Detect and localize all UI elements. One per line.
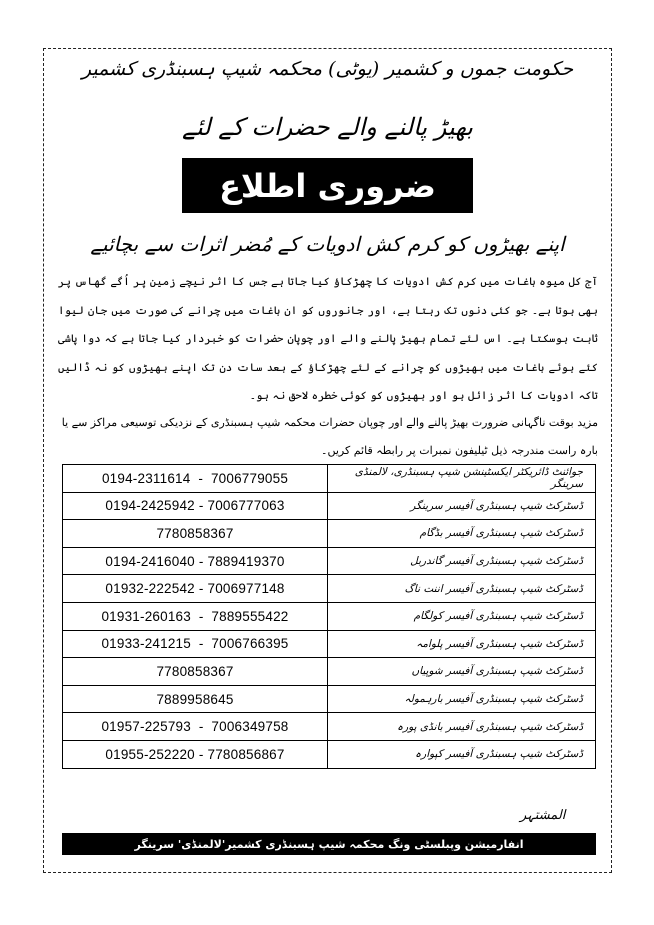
- office-name: ڈسٹرکٹ شیپ ہسبنڈری آفیسر بڈگام: [328, 520, 596, 548]
- phone-numbers: 01933-241215 - 7006766395: [63, 630, 328, 658]
- advertiser-label: المشتہر: [520, 808, 566, 823]
- contacts-table: [62, 464, 596, 769]
- table-row: [63, 713, 596, 741]
- phone-numbers: 0194-2311614 - 7006779055: [63, 465, 328, 493]
- phone-numbers: 01957-225793 - 7006349758: [63, 713, 328, 741]
- phone-numbers: 0194-2416040 - 7889419370: [63, 547, 328, 575]
- table-row: [63, 575, 596, 603]
- office-name: جوائنٹ ڈائریکٹر ایکسٹینشن شیپ ہسبنڈری، لالمنڈی سرینگر: [328, 465, 596, 493]
- office-name: ڈسٹرکٹ شیپ ہسبنڈری آفیسر بانڈی پورہ: [328, 713, 596, 741]
- office-name: ڈسٹرکٹ شیپ ہسبنڈری آفیسر کولگام: [328, 602, 596, 630]
- phone-numbers: 0194-2425942 - 7006777063: [63, 492, 328, 520]
- table-row: [63, 602, 596, 630]
- body-paragraph-1: آج کل میوہ باغات میں کرم کش ادویات کا چھڑکاؤ کیا جاتا ہے جس کا اثر نیچے زمین پر اُگے گھاس پر بھی ہوتا ہے۔ جو کئی دنوں تک رہتا ہے، اور جانوروں کو ان باغات میں چرانے کی صورت میں جان لیوا ثابت ہوسکتا ہے۔ اس لئے تمام بھیڑ پالنے والے اور چوپان حضرات کو خبردار کیا جاتا ہے کہ دوا پاشی کئے ہوئے باغات میں بھیڑوں کو چرانے کے لئے چھڑکاؤ کے بعد سات دن تک اپنے بھیڑوں کو نہ ڈالیں تاکہ ادویات کا اثر زائل ہو اور بھیڑوں کو کوئی خطرہ لاحق نہ ہو۔: [58, 275, 598, 402]
- table-row: [63, 520, 596, 548]
- office-name: ڈسٹرکٹ شیپ ہسبنڈری آفیسر کپوارہ: [328, 740, 596, 768]
- office-name: ڈسٹرکٹ شیپ ہسبنڈری آفیسر اننت ناگ: [328, 575, 596, 603]
- table-row: [63, 630, 596, 658]
- office-name: ڈسٹرکٹ شیپ ہسبنڈری آفیسر پلوامہ: [328, 630, 596, 658]
- subheading: اپنے بھیڑوں کو کرم کش ادویات کے مُضر اثرات سے بچائیے: [90, 232, 565, 256]
- government-header: حکومت جموں و کشمیر (یوٹی) محکمہ شیپ ہسبنڈری کشمیر: [81, 58, 574, 80]
- body-paragraph-2: مزید بوقت ناگہانی ضرورت بھیڑ پالنے والے اور چوپان حضرات محکمہ شیپ ہسبنڈری کے نزدیکی توسیعی مراکز سے یا بارہ راست مندرجہ ذیل ٹیلیفون نمبرات پر رابطہ قائم کریں۔: [61, 416, 598, 457]
- table-row: [63, 465, 596, 493]
- phone-numbers: 7780858367: [63, 520, 328, 548]
- phone-numbers: 01955-252220 - 7780856867: [63, 740, 328, 768]
- phone-numbers: 01931-260163 - 7889555422: [63, 602, 328, 630]
- office-name: ڈسٹرکٹ شیپ ہسبنڈری آفیسر بارہمولہ: [328, 685, 596, 713]
- table-row: [63, 740, 596, 768]
- audience-header: بھیڑ پالنے والے حضرات کے لئے: [182, 113, 473, 141]
- table-row: [63, 547, 596, 575]
- banner-title: ضروری اطلاع: [219, 166, 436, 205]
- phone-numbers: 7780858367: [63, 658, 328, 686]
- table-row: [63, 492, 596, 520]
- notice-banner: [182, 158, 473, 213]
- footer-bar: [62, 833, 596, 855]
- office-name: ڈسٹرکٹ شیپ ہسبنڈری آفیسر گاندربل: [328, 547, 596, 575]
- office-name: ڈسٹرکٹ شیپ ہسبنڈری آفیسر شوپیاں: [328, 658, 596, 686]
- table-row: [63, 658, 596, 686]
- phone-numbers: 01932-222542 - 7006977148: [63, 575, 328, 603]
- office-name: ڈسٹرکٹ شیپ ہسبنڈری آفیسر سرینگر: [328, 492, 596, 520]
- phone-numbers: 7889958645: [63, 685, 328, 713]
- footer-issuer: انفارمیشن وپبلسٹی ونگ محکمہ شیپ ہسبنڈری کشمیر'لالمنڈی' سرینگر: [134, 837, 524, 851]
- table-row: [63, 685, 596, 713]
